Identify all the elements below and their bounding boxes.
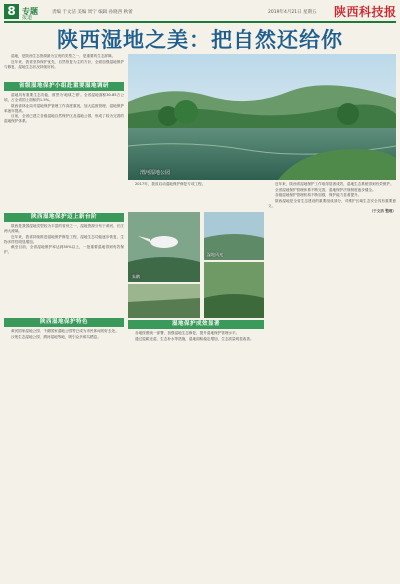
left-column-section-3 <box>4 329 124 579</box>
subhead-left-1: 省级湿地保护小组赴重要湿地调研 <box>4 82 124 91</box>
page-number: 8 <box>4 4 19 19</box>
masthead-rule <box>4 21 396 23</box>
paragraph: 2017年，我省启动湿地保护修复专项工程。 <box>135 182 206 186</box>
issue-date: 2019年4月21日 星期五 <box>268 10 317 15</box>
masthead <box>0 0 400 22</box>
signature: （于文洁 整理） <box>369 209 396 214</box>
paragraph: 沙苑生态湿地公园、渭河湿地等地，吸引众多候鸟栖息。 <box>11 334 101 339</box>
paragraph: 黄河国家湿地公园、千湖国家湿地公园等已成为市民休闲的好去处。 <box>11 329 119 333</box>
paragraph: 全省湿地保护管理体系不断完善，湿地保护法规制度逐步健全。 <box>275 187 376 192</box>
subhead-middle: 湿地保护成效显著 <box>128 320 264 329</box>
headline: 陕西湿地之美：把自然还给你 <box>57 28 343 52</box>
left-column-intro <box>4 54 124 80</box>
photo-caption: 渭河湿地公园 <box>140 170 171 176</box>
paragraph: 近年来，我省坚持保护优先、自然恢复为主的方针，全面加强湿地保护与修复，湿地生态状况持续好转。 <box>4 59 124 69</box>
paragraph: 各级湿地保护管理机构不断加强，保护能力显著提升。 <box>275 193 362 198</box>
paragraph: 陕西是我国湿地类型较为丰富的省份之一，湿地资源分布于黄河、长江两大流域。 <box>4 224 124 234</box>
paragraph: 陕西湿地是全省生态建设的重要组成部分，对维护区域生态安全具有重要意义。 <box>268 198 396 208</box>
middle-column-text <box>128 182 264 210</box>
paragraph: 陕西省林业局对湿地保护管理工作高度重视，加大监督管理，湿地保护率逐年提高。 <box>4 103 124 113</box>
newspaper-logo: 陕西科技报 <box>334 5 397 19</box>
middle-column-body <box>128 331 264 579</box>
right-column-text <box>268 182 396 577</box>
paragraph: 湿地，是陕西生态资源最为宝贵的类型之一，是重要的生态屏障。 <box>11 54 116 58</box>
paragraph: 各地按照统一部署，加强湿地生态修复，提升湿地保护管理水平。 <box>135 331 240 335</box>
paragraph: 近年来，我省持续推进湿地保护修复工程，湿地生态功能逐步恢复，生物多样性明显增加。 <box>4 234 124 244</box>
photo-caption: 朱鹮 <box>132 274 140 279</box>
main-photo-wetland <box>128 54 396 180</box>
paragraph: 截至目前，全省湿地保护率达到50%以上，一批重要湿地得到有效保护。 <box>4 245 124 255</box>
left-column-section-1 <box>4 93 124 211</box>
section-subtitle: 报道 <box>22 15 33 21</box>
subhead-left-2: 陕西湿地保护迈上新台阶 <box>4 213 124 222</box>
paragraph: 目前，全省已建立各级湿地自然保护区及湿地公园，形成了较为完善的湿地保护体系。 <box>4 114 124 124</box>
photo-bird <box>128 212 200 282</box>
photo-wetland-view <box>204 212 264 260</box>
subhead-left-3: 陕西湿地保护特色 <box>4 318 124 327</box>
photo-reeds <box>128 284 200 318</box>
left-column-section-2 <box>4 224 124 312</box>
paragraph: 通过退耕还湿、生态补水等措施，湿地面积稳定增加，生态质量明显改善。 <box>135 336 254 341</box>
photo-forest <box>204 262 264 318</box>
photo-caption: 湿地风光 <box>207 252 223 257</box>
paragraph: 湿地具有重要生态功能，被誉为'地球之肾'。全省湿地面积30.85万公顷，占全省国土面积的1.5%。 <box>4 93 124 103</box>
editor-credits: 责编 于文洁 美编 周宁 编辑 孙晓西 秋蕾 <box>52 10 133 15</box>
paragraph: 近年来，陕西省湿地保护工作取得显著成效，湿地生态系统得到有效保护。 <box>275 182 394 186</box>
section-title: 专题 <box>22 7 38 16</box>
